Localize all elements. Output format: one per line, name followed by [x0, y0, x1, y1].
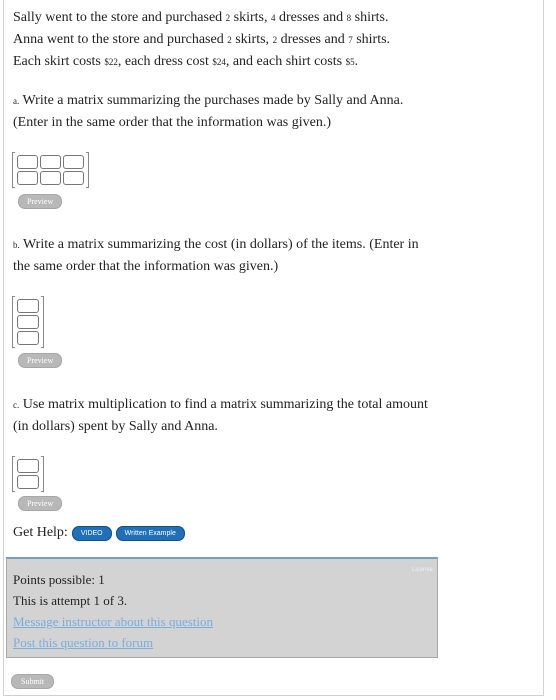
matrix-a-cell[interactable] [17, 155, 38, 169]
part-c-prompt: c. Use matrix multiplication to find a matrix summarizing the total amount (in dollars) spent by Sally and Anna. [13, 397, 428, 434]
part-a-prompt: a. Write a matrix summarizing the purchases made by Sally and Anna. (Enter in the same order that the information was given.) [13, 93, 404, 130]
matrix-c-input [12, 456, 44, 492]
matrix-b-cell[interactable] [17, 331, 39, 345]
message-instructor-link[interactable]: Message instructor about this question [13, 614, 214, 629]
points-possible: Points possible: 1 [13, 572, 105, 587]
get-help-row [13, 525, 185, 541]
license-link[interactable]: License [412, 567, 433, 573]
matrix-a-input [12, 152, 89, 188]
matrix-c-cell[interactable] [17, 475, 39, 489]
part-a-preview-button[interactable]: Preview [18, 194, 62, 209]
submit-button[interactable]: Submit [11, 674, 54, 689]
post-to-forum-link[interactable]: Post this question to forum [13, 635, 154, 650]
part-c-preview-button[interactable]: Preview [18, 496, 62, 511]
matrix-b-cell[interactable] [17, 315, 39, 329]
matrix-a-cell[interactable] [63, 155, 84, 169]
problem-statement: Sally went to the store and purchased 2 skirts, 4 dresses and 8 shirts. Anna went to the store and purchased 2 skirts, 2 dresses and 7 shirts. Each skirt costs $22, each dress cost $24, and each shirt costs $5. [13, 10, 391, 69]
matrix-c-cell[interactable] [17, 459, 39, 473]
part-b-preview-button[interactable]: Preview [18, 353, 62, 368]
matrix-b-input [12, 296, 44, 348]
attempt-counter: This is attempt 1 of 3. [13, 593, 128, 608]
video-help-button[interactable]: VIDEO [72, 526, 112, 541]
matrix-b-cell[interactable] [17, 299, 39, 313]
get-help-label: Get Help: [13, 525, 68, 540]
matrix-a-cell[interactable] [63, 171, 84, 185]
written-example-button[interactable]: Written Example [116, 526, 185, 541]
matrix-a-cell[interactable] [40, 155, 61, 169]
question-info-panel [6, 557, 438, 658]
matrix-a-cell[interactable] [17, 171, 38, 185]
matrix-a-cell[interactable] [40, 171, 61, 185]
part-b-prompt: b. Write a matrix summarizing the cost (in dollars) of the items. (Enter in the same order that the information was given.) [13, 237, 419, 274]
